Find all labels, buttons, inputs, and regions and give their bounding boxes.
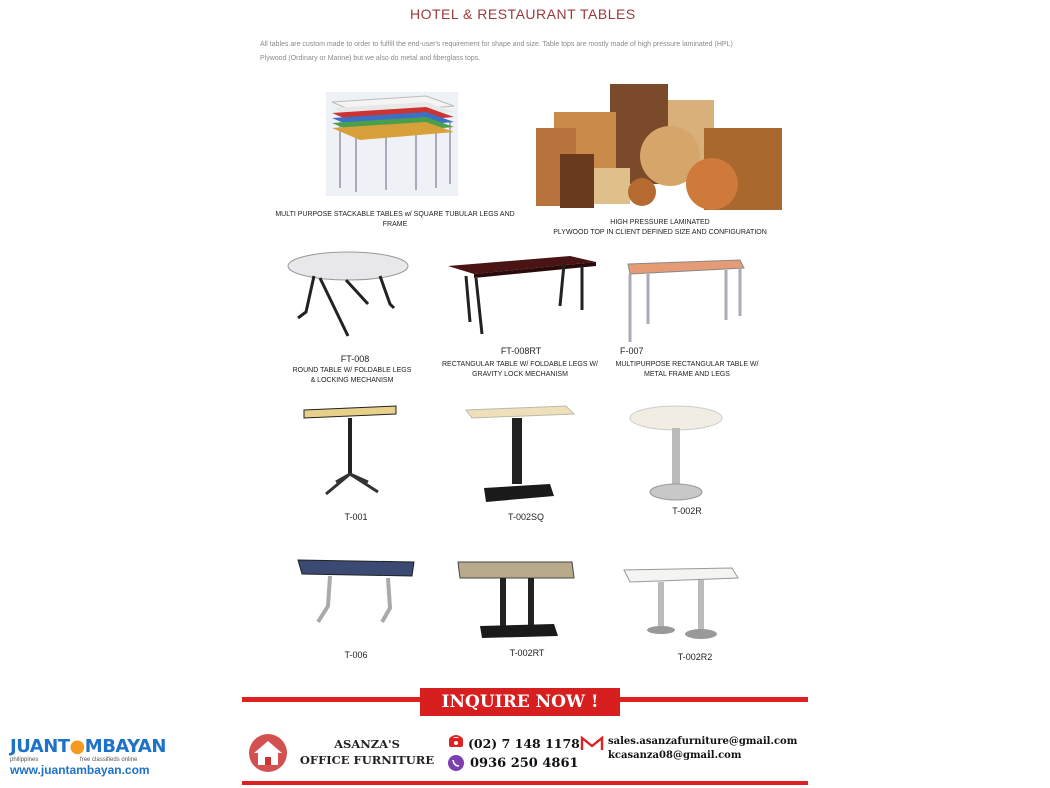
juantambayan-logo [10,736,200,782]
ft-008rt-caption: RECTANGULAR TABLE W/ FOLDABLE LEGS W/ GRAVITY LOCK MECHANISM [442,361,598,378]
t-001-image [302,402,398,498]
inquire-now-banner: INQUIRE NOW ! [420,688,620,716]
hpl-caption [520,218,800,238]
hpl-caption-line2: PLYWOOD TOP IN CLIENT DEFINED SIZE AND CONFIGURATION [553,229,767,236]
hpl-caption-line1: HIGH PRESSURE LAMINATED [610,219,710,226]
phone-icon [448,734,464,748]
landline-number: (02) 7 148 1178 [468,736,580,751]
page-title: HOTEL & RESTAURANT TABLES [410,6,636,22]
ft-008-caption: ROUND TABLE W/ FOLDABLE LEGS & LOCKING MECHANISM [292,367,412,384]
t-002r2-code: T-002R2 [677,652,713,662]
tagline-right: free classifieds online [80,757,138,763]
tagline-left: philippines [10,757,39,763]
ft-008rt-code: FT-008RT [500,346,542,356]
t-002r-image [628,404,724,504]
t-002r-code: T-002R [672,506,702,516]
t-006-code: T-006 [344,650,368,660]
juantambayan-wordmark [10,736,200,757]
t-001-code: T-001 [344,512,368,522]
t-002sq-code: T-002SQ [507,512,545,522]
viber-icon [446,754,466,772]
ft-008-code: FT-008 [340,354,370,364]
catalog-sheet [240,0,810,788]
company-logo-icon [246,733,290,773]
ft-008rt-image [446,252,596,338]
f-007-code: F-007 [620,346,644,356]
brand-right: BAYAN [102,736,166,757]
brand-left: JUANT [10,736,70,757]
footer-divider-bottom [242,781,808,785]
email-kc: kcasanza08@gmail.com [608,750,742,761]
hpl-tops-image [534,84,784,210]
email-icon [580,736,604,752]
brand-o-icon: ● [69,736,85,757]
brand-mid: M [84,736,103,757]
stackable-caption: MULTI PURPOSE STACKABLE TABLES w/ SQUARE TUBULAR LEGS AND FRAME [275,211,515,228]
f-007-caption: MULTIPURPOSE RECTANGULAR TABLE W/ METAL FRAME AND LEGS [615,361,759,378]
stackable-tables-image [326,92,458,196]
t-006-image [296,556,416,628]
t-002r2-image [620,564,744,644]
juantambayan-url[interactable]: www.juantambayan.com [10,763,150,777]
company-name [292,736,442,768]
company-name-line2: OFFICE FURNITURE [299,753,435,767]
t-002rt-image [454,558,578,640]
f-007-image [622,258,746,344]
t-002sq-image [464,402,576,504]
email-sales: sales.asanzafurniture@gmail.com [608,736,798,747]
t-002rt-code: T-002RT [509,648,545,658]
intro-text: All tables are custom made to order to fulfill the end-user's requirement for shape and size. Table tops are mostly made of high pressure laminated (HPL) Plywood (Ordinary or Marine) but we also do metal and fiberglass tops. [260,41,733,62]
ft-008-image [284,248,412,344]
company-name-line1: ASANZA'S [334,737,400,751]
mobile-number: 0936 250 4861 [470,756,579,771]
